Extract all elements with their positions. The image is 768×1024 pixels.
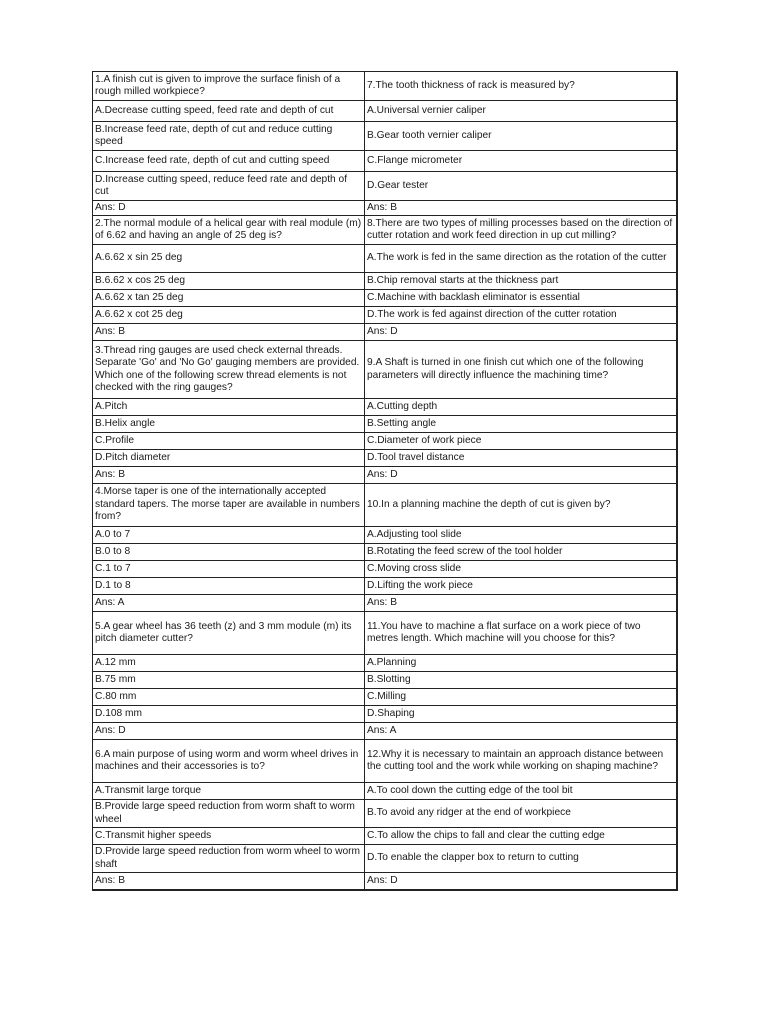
left-option-cell: D.108 mm: [93, 706, 365, 723]
option-row: [93, 290, 677, 307]
right-option-cell: A.Adjusting tool slide: [365, 527, 677, 544]
right-question-cell: 11.You have to machine a flat surface on a work piece of two metres length. Which machine will you choose for this?: [365, 612, 677, 655]
answer-row: [93, 873, 677, 890]
right-option-cell: B.Rotating the feed screw of the tool holder: [365, 544, 677, 561]
right-question-cell: 10.In a planning machine the depth of cut is given by?: [365, 484, 677, 527]
left-answer-cell: Ans: B: [93, 467, 365, 484]
right-option-cell: A.To cool down the cutting edge of the tool bit: [365, 783, 677, 800]
answer-row: [93, 595, 677, 612]
left-option-cell: A.6.62 x sin 25 deg: [93, 245, 365, 273]
left-answer-cell: Ans: B: [93, 873, 365, 890]
option-row: [93, 544, 677, 561]
right-option-cell: B.Setting angle: [365, 416, 677, 433]
option-row: [93, 800, 677, 828]
right-option-cell: B.Chip removal starts at the thickness part: [365, 273, 677, 290]
left-option-cell: A.Decrease cutting speed, feed rate and depth of cut: [93, 101, 365, 122]
question-row: [93, 612, 677, 655]
right-answer-cell: Ans: B: [365, 201, 677, 216]
left-option-cell: B.6.62 x cos 25 deg: [93, 273, 365, 290]
question-row: [93, 484, 677, 527]
option-row: [93, 433, 677, 450]
left-option-cell: A.Transmit large torque: [93, 783, 365, 800]
left-option-cell: D.Increase cutting speed, reduce feed rate and depth of cut: [93, 172, 365, 201]
right-question-cell: 8.There are two types of milling processes based on the direction of cutter rotation and work feed direction in up cut milling?: [365, 216, 677, 245]
left-option-cell: A.Pitch: [93, 399, 365, 416]
left-question-cell: 2.The normal module of a helical gear with real module (m) of 6.62 and having an angle of 25 deg is?: [93, 216, 365, 245]
left-option-cell: B.75 mm: [93, 672, 365, 689]
question-table: [92, 71, 678, 891]
left-question-cell: 4.Morse taper is one of the internationally accepted standard tapers. The morse taper are available in numbers from?: [93, 484, 365, 527]
option-row: [93, 399, 677, 416]
right-option-cell: A.Cutting depth: [365, 399, 677, 416]
option-row: [93, 655, 677, 672]
right-answer-cell: Ans: A: [365, 723, 677, 740]
right-option-cell: A.Planning: [365, 655, 677, 672]
right-option-cell: B.To avoid any ridger at the end of workpiece: [365, 800, 677, 828]
left-option-cell: C.Increase feed rate, depth of cut and cutting speed: [93, 151, 365, 172]
left-question-cell: 6.A main purpose of using worm and worm wheel drives in machines and their accessories is to?: [93, 740, 365, 783]
left-option-cell: D.1 to 8: [93, 578, 365, 595]
option-row: [93, 151, 677, 172]
left-option-cell: D.Provide large speed reduction from worm wheel to worm shaft: [93, 845, 365, 873]
left-question-cell: 5.A gear wheel has 36 teeth (z) and 3 mm module (m) its pitch diameter cutter?: [93, 612, 365, 655]
option-row: [93, 689, 677, 706]
left-question-cell: 3.Thread ring gauges are used check external threads. Separate 'Go' and 'No Go' gauging members are provided. Which one of the following screw thread elements is not checked with the ring gauges?: [93, 341, 365, 399]
answer-row: [93, 723, 677, 740]
right-option-cell: C.Diameter of work piece: [365, 433, 677, 450]
option-row: [93, 783, 677, 800]
option-row: [93, 527, 677, 544]
left-option-cell: B.0 to 8: [93, 544, 365, 561]
option-row: [93, 416, 677, 433]
option-row: [93, 307, 677, 324]
option-row: [93, 672, 677, 689]
left-answer-cell: Ans: D: [93, 723, 365, 740]
right-option-cell: A.Universal vernier caliper: [365, 101, 677, 122]
option-row: [93, 706, 677, 723]
left-option-cell: C.Transmit higher speeds: [93, 828, 365, 845]
option-row: [93, 578, 677, 595]
option-row: [93, 122, 677, 151]
right-answer-cell: Ans: D: [365, 467, 677, 484]
left-option-cell: A.6.62 x tan 25 deg: [93, 290, 365, 307]
question-row: [93, 72, 677, 101]
right-answer-cell: Ans: D: [365, 324, 677, 341]
right-option-cell: D.To enable the clapper box to return to cutting: [365, 845, 677, 873]
left-answer-cell: Ans: D: [93, 201, 365, 216]
left-option-cell: B.Provide large speed reduction from worm shaft to worm wheel: [93, 800, 365, 828]
left-option-cell: B.Helix angle: [93, 416, 365, 433]
option-row: [93, 172, 677, 201]
answer-row: [93, 324, 677, 341]
right-option-cell: B.Slotting: [365, 672, 677, 689]
left-question-cell: 1.A finish cut is given to improve the surface finish of a rough milled workpiece?: [93, 72, 365, 101]
right-option-cell: D.Lifting the work piece: [365, 578, 677, 595]
right-option-cell: C.Moving cross slide: [365, 561, 677, 578]
right-option-cell: C.Machine with backlash eliminator is essential: [365, 290, 677, 307]
right-question-cell: 7.The tooth thickness of rack is measured by?: [365, 72, 677, 101]
option-row: [93, 450, 677, 467]
left-option-cell: C.Profile: [93, 433, 365, 450]
option-row: [93, 245, 677, 273]
right-option-cell: D.The work is fed against direction of the cutter rotation: [365, 307, 677, 324]
right-option-cell: D.Tool travel distance: [365, 450, 677, 467]
right-question-cell: 9.A Shaft is turned in one finish cut which one of the following parameters will directly influence the machining time?: [365, 341, 677, 399]
option-row: [93, 273, 677, 290]
left-option-cell: A.12 mm: [93, 655, 365, 672]
left-option-cell: C.80 mm: [93, 689, 365, 706]
right-option-cell: D.Shaping: [365, 706, 677, 723]
right-answer-cell: Ans: D: [365, 873, 677, 890]
left-answer-cell: Ans: B: [93, 324, 365, 341]
right-option-cell: C.To allow the chips to fall and clear the cutting edge: [365, 828, 677, 845]
left-option-cell: A.6.62 x cot 25 deg: [93, 307, 365, 324]
answer-row: [93, 467, 677, 484]
right-option-cell: C.Flange micrometer: [365, 151, 677, 172]
right-answer-cell: Ans: B: [365, 595, 677, 612]
option-row: [93, 845, 677, 873]
question-row: [93, 740, 677, 783]
answer-row: [93, 201, 677, 216]
left-option-cell: C.1 to 7: [93, 561, 365, 578]
option-row: [93, 828, 677, 845]
option-row: [93, 101, 677, 122]
right-question-cell: 12.Why it is necessary to maintain an approach distance between the cutting tool and the work while working on shaping machine?: [365, 740, 677, 783]
left-answer-cell: Ans: A: [93, 595, 365, 612]
question-row: [93, 341, 677, 399]
option-row: [93, 561, 677, 578]
right-option-cell: D.Gear tester: [365, 172, 677, 201]
right-option-cell: A.The work is fed in the same direction as the rotation of the cutter: [365, 245, 677, 273]
right-option-cell: C.Milling: [365, 689, 677, 706]
left-option-cell: A.0 to 7: [93, 527, 365, 544]
right-option-cell: B.Gear tooth vernier caliper: [365, 122, 677, 151]
question-row: [93, 216, 677, 245]
left-option-cell: B.Increase feed rate, depth of cut and reduce cutting speed: [93, 122, 365, 151]
left-option-cell: D.Pitch diameter: [93, 450, 365, 467]
